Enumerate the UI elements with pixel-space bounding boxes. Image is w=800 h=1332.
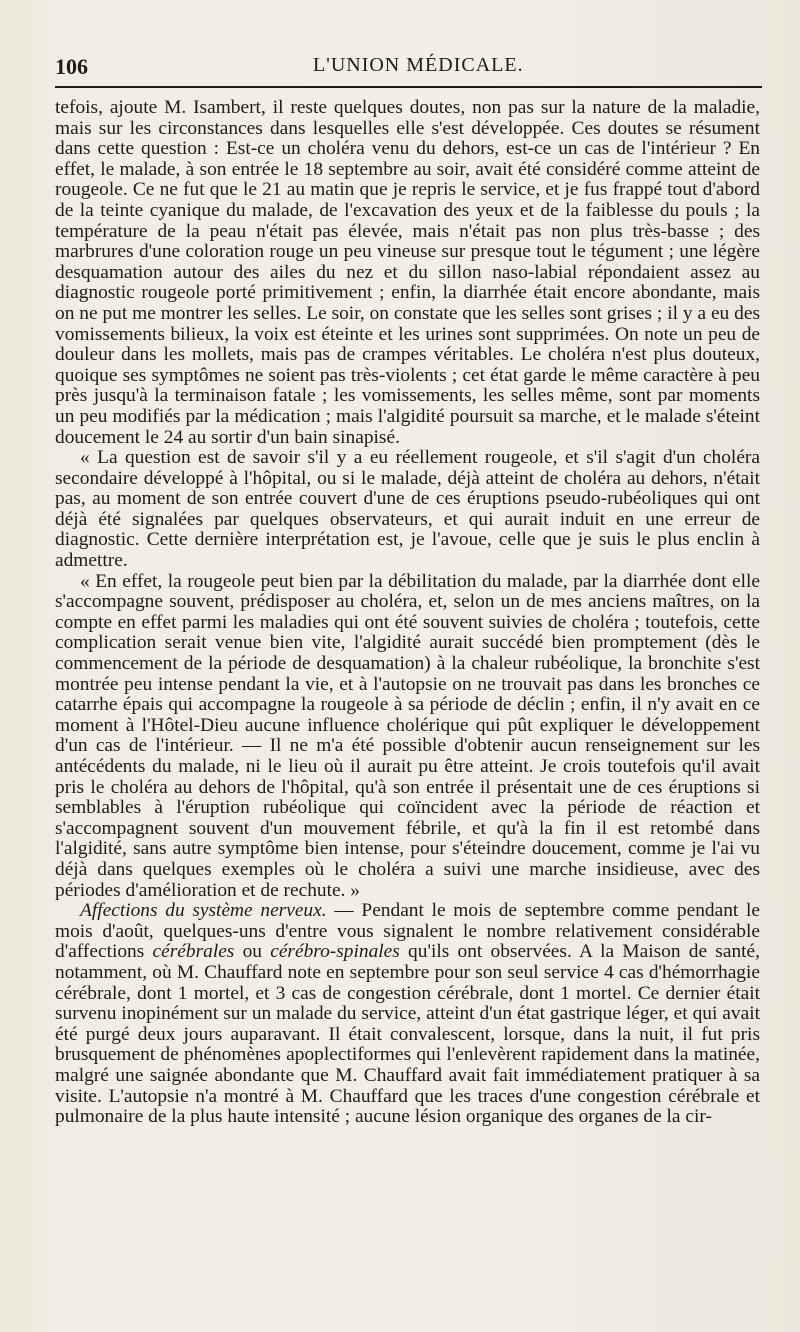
section-heading: Affections du système nerveux. [80,900,327,922]
section-emph-2: cérébro-spinales [270,941,400,963]
body-text [55,98,760,1128]
section-paragraph [55,901,760,1128]
paragraph-1: tefois, ajoute M. Isambert, il reste quelques doutes, non pas sur la nature de la maladie, mais sur les circonstances dans lesquelles elle s'est développée. Ces doutes se résument dans cette question : Est-ce un choléra venu du dehors, est-ce un cas de l'intérieur ? En effet, le malade, à son entrée le 18 septembre au soir, avait été considéré comme atteint de rougeole. Ce ne fut que le 21 au matin que je repris le service, et je fus frappé tout d'abord de la teinte cyanique du malade, de l'excavation des yeux et de la faiblesse du pouls ; la température de la peau n'était pas élevée, mais n'était pas non plus très-basse ; des marbrures d'une coloration rouge un peu vineuse sur presque tout le tégument ; une légère desquamation autour des ailes du nez et du sillon naso-labial répondaient assez au diagnostic rougeole porté primitivement ; enfin, la diarrhée était encore abondante, mais on ne put me montrer les selles. Le soir, on constate que les selles sont grises ; il y a eu des vomissements bilieux, la voix est éteinte et les urines sont supprimées. On note un peu de douleur dans les mollets, mais pas de crampes véritables. Le choléra n'est plus douteux, quoique ses symptômes ne soient pas très-violents ; cet état garde le même caractère à peu près jusqu'à la terminaison fatale ; les vomissements, les selles même, sont par moments un peu modifiés par la médication ; mais l'algidité poursuit sa marche, et le malade s'éteint doucement le 24 au sortir d'un bain sinapisé. [55,97,760,448]
header-rule [55,86,762,88]
page-number: 106 [55,54,88,79]
running-title: L'UNION MÉDICALE. [313,54,524,76]
section-text-2: ou [234,941,271,963]
section-text-1: — Pendant le mois de septembre comme pendant le mois d'août, quelques-uns d'entre vous signalent le nombre relativement considérable d'affections [55,900,760,963]
paragraph-3: « En effet, la rougeole peut bien par la débilitation du malade, par la diarrhée dont elle s'accompagne souvent, prédisposer au choléra, et, selon un de mes anciens maîtres, on la compte en effet parmi les maladies qui ont été souvent suivies de choléra ; toutefois, cette complication serait venue bien vite, l'algidité aurait succédé bien promptement (dès le commencement de la période de desquamation) à la chaleur rubéolique, la bronchite s'est montrée peu intense pendant la vie, et à l'autopsie on ne trouvait pas dans les bronches ce catarrhe épais qui accompagne la rougeole à sa période de déclin ; enfin, il n'y avait en ce moment à l'Hôtel-Dieu aucune influence cholérique qui pût expliquer le développement d'un cas de l'intérieur. — Il ne m'a été possible d'obtenir aucun renseignement sur les antécédents du malade, ni le lieu où il aurait pu être atteint. Je crois toutefois qu'il avait pris le choléra au dehors de l'hôpital, qu'à son entrée il présentait une de ces éruptions si semblables à l'éruption rubéolique qui coïncident avec la période de réaction et s'accompagnent souvent d'un mouvement fébrile, et qu'à la fin il est retombé dans l'algidité, sans autre symptôme bien intense, pour s'éteindre doucement, comme je l'ai vu déjà dans quelques exemples où le choléra a suivi une marche insidieuse, avec des périodes d'amélioration et de rechute. » [55,570,760,901]
page-header [55,50,760,82]
section-emph-1: cérébrales [152,941,235,963]
section-text-3: qu'ils ont observées. A la Maison de santé, notamment, où M. Chauffard note en septembre pour son seul service 4 cas d'hémorrhagie cérébrale, dont 1 mortel, et 3 cas de congestion cérébrale, dont 1 mortel. Ce dernier était survenu inopinément sur un malade du service, atteint d'un état gastrique léger, et qui avait été purgé deux jours auparavant. Il était convalescent, lorsque, dans la nuit, il fut pris brusquement de phénomènes apoplectiformes qui l'enlevèrent rapidement dans la matinée, malgré une saignée abondante que M. Chauffard avait fait immédiatement pratiquer à sa visite. L'autopsie n'a montré à M. Chauffard que les traces d'une congestion cérébrale et pulmonaire de la plus haute intensité ; aucune lésion organique des organes de la cir- [55,941,760,1128]
paragraph-2: « La question est de savoir s'il y a eu réellement rougeole, et s'il s'agit d'un choléra secondaire développé à l'hôpital, ou si le malade, déjà atteint de choléra au dehors, n'était pas, au moment de son entrée couvert d'une de ces éruptions pseudo-rubéoliques qui ont déjà été signalées par quelques observateurs, et qui aurait induit en une erreur de diagnostic. Cette dernière interprétation est, je l'avoue, celle que je suis le plus enclin à admettre. [55,447,760,572]
